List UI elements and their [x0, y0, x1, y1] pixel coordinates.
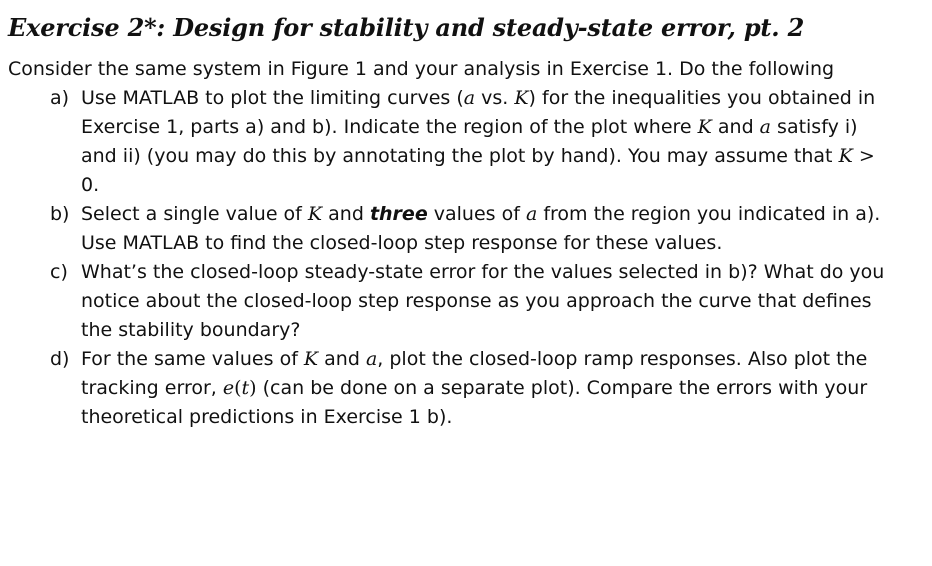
- item-text-line: [81, 171, 925, 200]
- item-text-line: [81, 316, 925, 345]
- item-text-line: [81, 229, 925, 258]
- item-marker: b): [50, 203, 70, 225]
- text-segment: Exercise 1, parts a) and b). Indicate the region of the plot where: [81, 116, 698, 138]
- item-marker: c): [50, 261, 68, 283]
- text-segment: values of: [427, 203, 526, 225]
- math-symbol: K: [697, 116, 712, 138]
- text-segment: from the region you indicated in a).: [537, 203, 881, 225]
- text-segment: vs.: [475, 87, 515, 109]
- math-symbol: (: [234, 377, 242, 399]
- math-symbol: K: [838, 145, 853, 167]
- text-segment: What’s the closed-loop steady-state error for the values selected in b)? What do you: [81, 261, 885, 283]
- text-segment: 0.: [81, 174, 100, 196]
- text-segment: , plot the closed-loop ramp responses. Also plot the: [377, 348, 868, 370]
- math-symbol: >: [858, 145, 875, 167]
- item-text-line: [81, 374, 925, 403]
- text-segment: theoretical predictions in Exercise 1 b).: [81, 406, 453, 428]
- exercise-item: [50, 345, 925, 432]
- text-segment: and: [318, 348, 366, 370]
- text-segment: tracking error,: [81, 377, 223, 399]
- text-segment: and: [711, 116, 760, 138]
- text-segment: Use MATLAB to find the closed-loop step response for these values.: [81, 232, 723, 254]
- exercise-title: Exercise 2*: Design for stability and steady-state error, pt. 2: [8, 13, 805, 42]
- text-segment: the stability boundary?: [81, 319, 301, 341]
- item-text-line: [81, 200, 925, 229]
- item-text-line: [81, 403, 925, 432]
- math-symbol: a: [759, 116, 771, 138]
- exercise-item-list: [50, 84, 925, 432]
- math-symbol: a: [365, 348, 378, 370]
- exercise-item: [50, 200, 925, 258]
- exercise-item: [50, 84, 925, 200]
- exercise-intro: Consider the same system in Figure 1 and your analysis in Exercise 1. Do the following: [8, 58, 835, 80]
- exercise-item: [50, 258, 925, 345]
- text-segment: Use MATLAB to plot the limiting curves (: [81, 87, 464, 109]
- item-marker: d): [50, 348, 70, 370]
- math-symbol: a: [525, 203, 538, 225]
- item-text-line: [81, 142, 925, 171]
- math-symbol: K: [514, 87, 529, 109]
- item-marker: a): [50, 87, 70, 109]
- text-segment: and: [322, 203, 370, 225]
- item-text-line: [81, 113, 925, 142]
- text-segment: Select a single value of: [81, 203, 308, 225]
- text-segment: satisfy i): [771, 116, 858, 138]
- emphasized-text: three: [369, 203, 428, 225]
- text-segment: ) for the inequalities you obtained in: [528, 87, 876, 109]
- text-segment: notice about the closed-loop step response as you approach the curve that defines: [81, 290, 872, 312]
- math-symbol: K: [307, 203, 323, 225]
- item-text-line: [81, 84, 925, 113]
- math-symbol: K: [303, 348, 319, 370]
- text-segment: (can be done on a separate plot). Compare the errors with your: [256, 377, 868, 399]
- math-symbol: t: [241, 377, 250, 399]
- math-symbol: a: [463, 87, 476, 109]
- math-symbol: ): [249, 377, 257, 399]
- math-symbol: e: [222, 377, 235, 399]
- item-text-line: [81, 258, 925, 287]
- text-segment: For the same values of: [81, 348, 304, 370]
- text-segment: and ii) (you may do this by annotating the plot by hand). You may assume that: [81, 145, 839, 167]
- item-text-line: [81, 287, 925, 316]
- item-text-line: [81, 345, 925, 374]
